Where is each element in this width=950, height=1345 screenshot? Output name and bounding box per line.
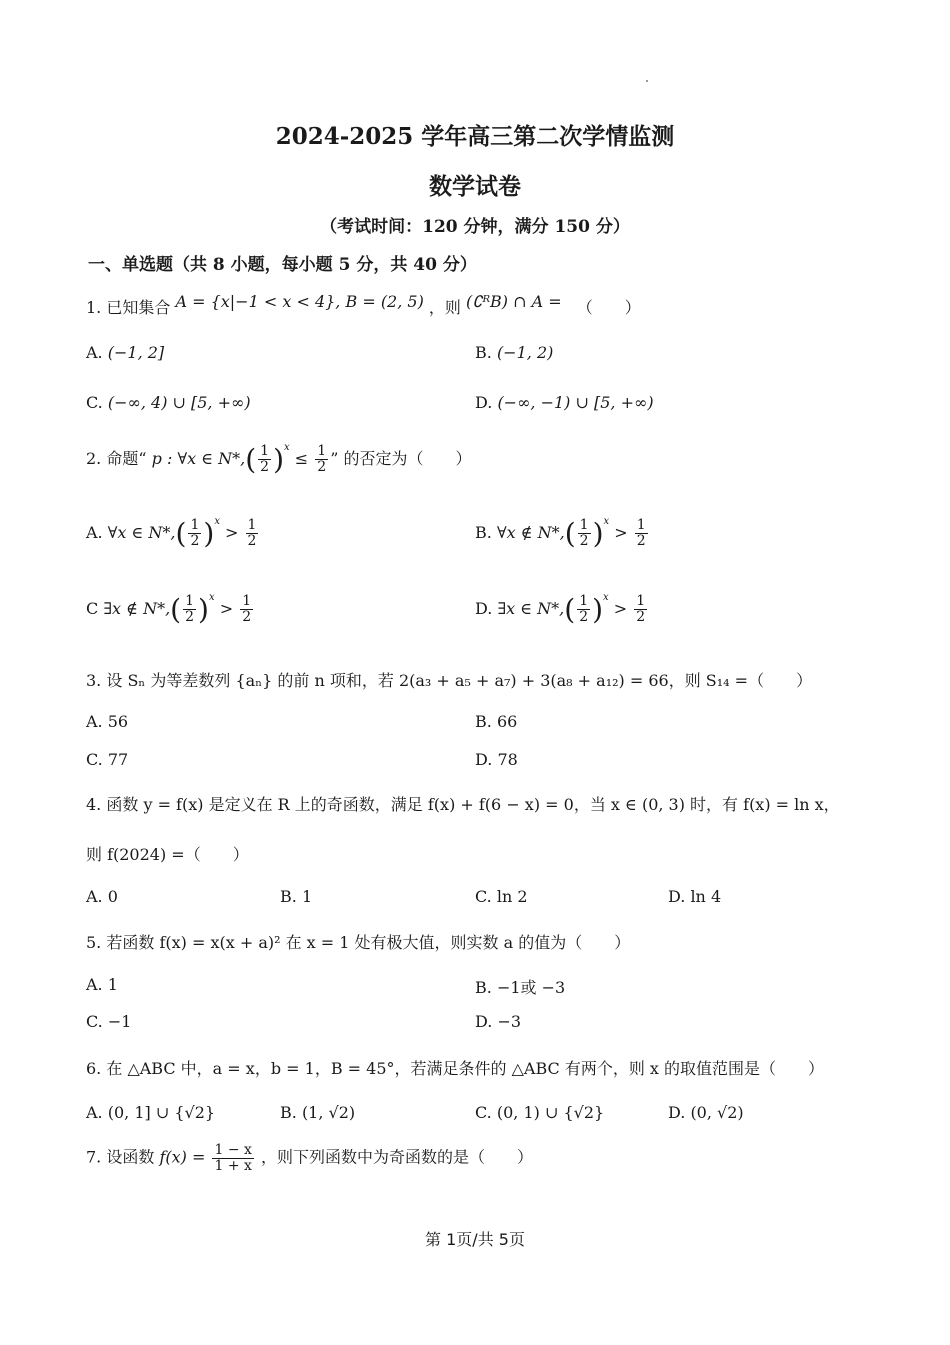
paren-open: ( <box>245 443 257 476</box>
exponent: x <box>208 592 215 603</box>
option-label: A. <box>86 712 103 731</box>
half-fraction <box>315 444 328 474</box>
exponent: x <box>284 442 290 453</box>
half-fraction <box>578 518 591 548</box>
q1-option-c <box>86 393 251 412</box>
gt-sign: > <box>219 599 234 618</box>
option-label: C <box>86 599 99 618</box>
denominator: 2 <box>242 609 252 625</box>
q2-option-d <box>475 592 649 626</box>
q2-open-quote: “ <box>138 449 147 468</box>
numerator: 1 <box>247 517 257 534</box>
q2-p-part: p : ∀x ∈ N*, <box>151 449 246 468</box>
q1-blank: （ ） <box>576 298 641 317</box>
q6-option-a <box>86 1103 215 1122</box>
half-fraction <box>634 594 647 624</box>
option-text: 66 <box>496 712 518 731</box>
q4-option-d <box>668 887 721 906</box>
gt-sign: > <box>614 523 628 542</box>
option-text: 77 <box>107 750 129 769</box>
gt-sign: > <box>225 523 239 542</box>
paren-open: ( <box>175 517 187 550</box>
denominator: 2 <box>579 609 589 625</box>
q5-option-c <box>86 1012 131 1031</box>
q2-option-b <box>475 516 650 550</box>
q2-lead: 2. 命题 <box>86 449 139 468</box>
q4-option-b <box>280 887 312 906</box>
question-4-line1: 4. 函数 y = f(x) 是定义在 R 上的奇函数，满足 f(x) + f(6 − x) = 0，当 x ∈ (0, 3) 时，有 f(x) = ln x， <box>86 795 840 814</box>
option-label: D. <box>475 1012 493 1031</box>
option-label: A. <box>86 343 103 362</box>
q4-option-a <box>86 887 118 906</box>
half-fraction <box>183 594 196 624</box>
question-6: 6. 在 △ABC 中，a = x，b = 1，B = 45°，若满足条件的 △ABC 有两个，则 x 的取值范围是（ ） <box>86 1059 825 1078</box>
half-fraction <box>258 444 271 474</box>
numerator: 1 <box>242 593 252 610</box>
option-label: B. <box>475 712 492 731</box>
q2-close-quote: ” <box>330 449 339 468</box>
numerator: 1 − x <box>214 1142 252 1158</box>
numerator: 1 <box>185 593 195 610</box>
paren-open: ( <box>564 517 576 550</box>
paren-close: ) <box>273 443 285 476</box>
option-label: B. <box>280 1103 297 1122</box>
q1-option-d <box>475 393 654 412</box>
option-label: C. <box>86 750 103 769</box>
q5-option-a <box>86 975 118 994</box>
q3-option-d <box>475 750 518 769</box>
q1-lead: 1. 已知集合 <box>86 298 171 317</box>
option-prefix: ∃x ∈ N*, <box>497 599 565 618</box>
option-text: −1 <box>107 1012 132 1031</box>
question-4-line2: 则 f(2024) =（ ） <box>86 845 249 864</box>
denominator: 2 <box>185 609 195 625</box>
exam-title: 2024-2025 学年高三第二次学情监测 <box>275 123 675 150</box>
exponent: x <box>603 516 610 527</box>
gt-sign: > <box>613 599 628 618</box>
q1-sets: A = {x|−1 < x < 4}, B = (2, 5) <box>175 292 424 311</box>
option-label: D. <box>475 393 493 412</box>
numerator: 1 <box>317 443 327 460</box>
q7-function: f(x) = <box>159 1147 206 1167</box>
half-fraction <box>188 518 201 548</box>
denominator: 2 <box>636 609 646 625</box>
option-text: 1 <box>301 887 313 906</box>
half-fraction <box>246 518 259 548</box>
option-label: D. <box>475 599 493 618</box>
numerator: 1 <box>636 593 646 610</box>
option-label: C. <box>86 393 103 412</box>
option-text: (0, √2) <box>690 1103 744 1122</box>
question-3: 3. 设 Sₙ 为等差数列 {aₙ} 的前 n 项和，若 2(a₃ + a₅ + a₇) + 3(a₈ + a₁₂) = 66，则 S₁₄ =（ ） <box>86 671 813 690</box>
half-fraction <box>240 594 253 624</box>
option-prefix: ∀x ∉ N*, <box>496 523 565 542</box>
option-text: 78 <box>497 750 518 769</box>
option-label: A. <box>86 887 103 906</box>
option-text: (1, √2) <box>301 1103 356 1122</box>
q1-option-b <box>475 343 553 362</box>
option-label: A. <box>86 975 103 994</box>
paren-open: ( <box>170 593 182 626</box>
option-label: B. <box>475 523 492 542</box>
option-prefix: ∀x ∈ N*, <box>107 523 176 542</box>
q3-option-c <box>86 750 128 769</box>
q1-option-a <box>86 343 164 362</box>
question-7 <box>86 1143 533 1173</box>
option-text: (−1, 2] <box>107 343 165 362</box>
option-label: B. <box>475 343 492 362</box>
option-text: ln 4 <box>690 887 722 906</box>
q6-option-d <box>668 1103 744 1122</box>
q1-then: ，则 <box>428 298 461 317</box>
option-text: −3 <box>497 1012 522 1031</box>
denominator: 2 <box>260 459 270 475</box>
question-2 <box>86 442 471 476</box>
option-text: (−1, 2) <box>496 343 554 362</box>
half-fraction <box>577 594 590 624</box>
option-label: C. <box>86 1012 103 1031</box>
option-label: B. <box>280 887 297 906</box>
q6-option-c <box>475 1103 604 1122</box>
paren-close: ) <box>592 593 604 626</box>
denominator: 2 <box>317 459 327 475</box>
q1-expr: (∁ᴿB) ∩ A = <box>466 292 562 311</box>
denominator: 2 <box>636 533 646 549</box>
option-label: A. <box>86 523 103 542</box>
option-label: C. <box>475 1103 492 1122</box>
question-1 <box>86 292 641 318</box>
question-5: 5. 若函数 f(x) = x(x + a)² 在 x = 1 处有极大值，则实数 a 的值为（ ） <box>86 933 631 952</box>
section-heading: 一、单选题（共 8 小题，每小题 5 分，共 40 分） <box>88 255 477 275</box>
q7-tail: ，则下列函数中为奇函数的是（ ） <box>261 1147 534 1167</box>
q5-option-d <box>475 1012 521 1031</box>
numerator: 1 <box>190 517 200 534</box>
exam-info: （考试时间：120 分钟，满分 150 分） <box>320 217 630 237</box>
numerator: 1 <box>579 517 589 534</box>
q2-tail: 的否定为（ ） <box>343 449 472 468</box>
option-text: 0 <box>107 887 118 906</box>
paren-close: ) <box>203 517 215 550</box>
option-text: −1或 −3 <box>496 978 566 997</box>
numerator: 1 <box>260 443 270 460</box>
exponent: x <box>214 516 220 527</box>
option-text: 1 <box>107 975 118 994</box>
option-label: B. <box>475 978 492 997</box>
option-text: (0, 1] ∪ {√2} <box>107 1103 216 1122</box>
option-prefix: ∃x ∉ N*, <box>103 599 171 618</box>
q5-option-b <box>475 975 565 998</box>
numerator: 1 <box>636 517 646 534</box>
option-text: (0, 1) ∪ {√2} <box>496 1103 605 1122</box>
paren-close: ) <box>198 593 209 626</box>
option-label: D. <box>668 1103 686 1122</box>
le-sign: ≤ <box>294 449 309 468</box>
option-label: D. <box>475 750 493 769</box>
q2-option-c <box>86 592 255 626</box>
denominator: 2 <box>579 533 589 549</box>
q2-option-a <box>86 516 260 550</box>
q3-option-a <box>86 712 128 731</box>
paren-close: ) <box>592 517 604 550</box>
denominator: 1 + x <box>214 1157 252 1174</box>
paren-open: ( <box>564 593 576 626</box>
option-label: C. <box>475 887 492 906</box>
option-text: ln 2 <box>496 887 528 906</box>
q7-lead: 7. 设函数 <box>86 1147 155 1167</box>
denominator: 2 <box>190 533 200 549</box>
q7-fraction <box>212 1143 253 1173</box>
numerator: 1 <box>579 593 589 610</box>
exponent: x <box>603 592 609 603</box>
scan-speck <box>646 80 648 82</box>
option-text: (−∞, −1) ∪ [5, +∞) <box>497 393 654 412</box>
half-fraction <box>635 518 648 548</box>
option-label: A. <box>86 1103 103 1122</box>
option-text: 56 <box>107 712 129 731</box>
option-label: D. <box>668 887 686 906</box>
denominator: 2 <box>247 533 257 549</box>
q4-option-c <box>475 887 528 906</box>
subject-title: 数学试卷 <box>429 173 521 200</box>
q6-option-b <box>280 1103 355 1122</box>
page-number: 第 1页/共 5页 <box>425 1230 525 1249</box>
q3-option-b <box>475 712 517 731</box>
option-text: (−∞, 4) ∪ [5, +∞) <box>107 393 251 412</box>
